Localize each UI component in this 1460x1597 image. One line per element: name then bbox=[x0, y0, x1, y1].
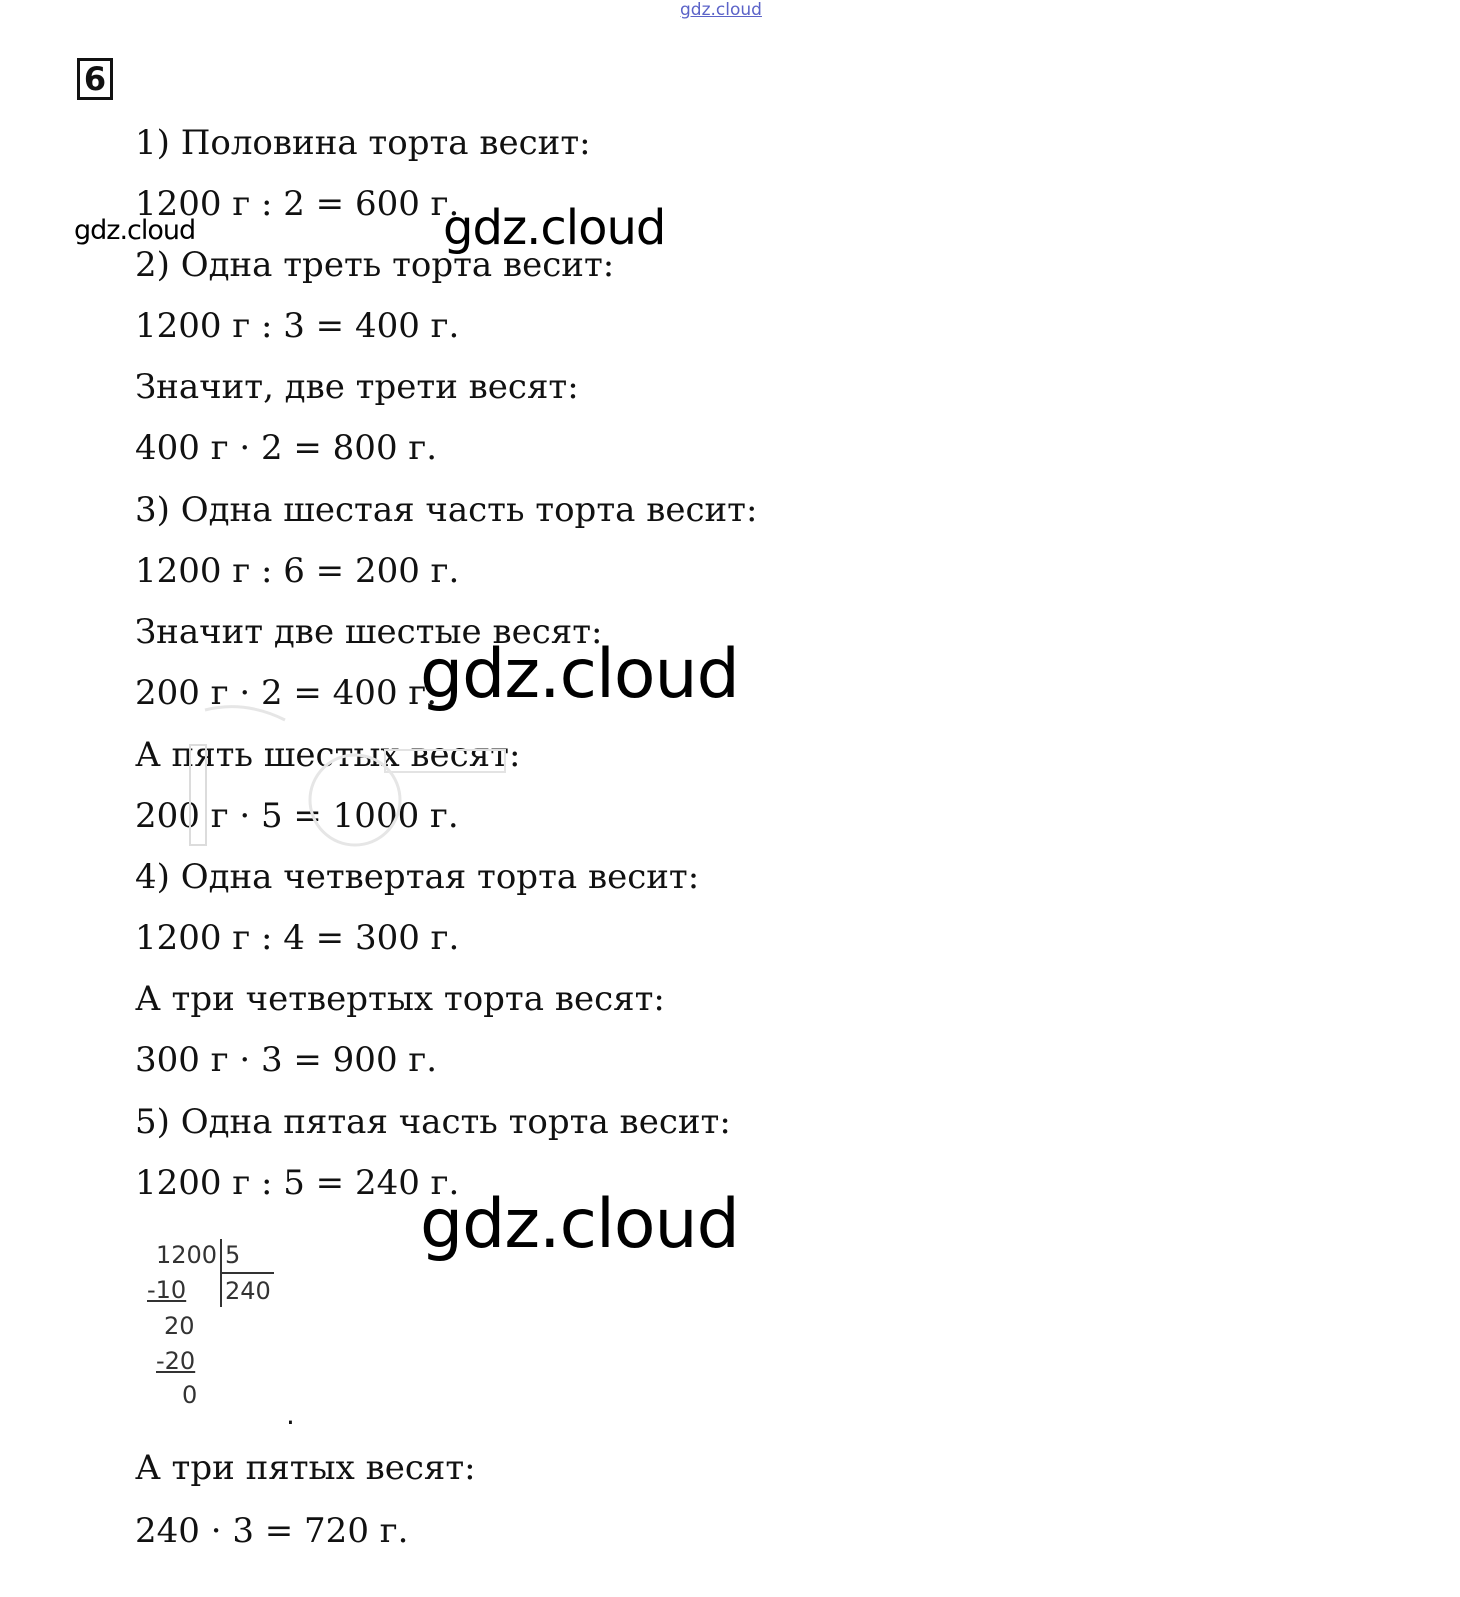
solution-line: 1200 г : 5 = 240 г. bbox=[135, 1163, 460, 1203]
division-step: -10 bbox=[147, 1276, 187, 1304]
solution-line: А три четвертых торта весят: bbox=[135, 979, 665, 1019]
solution-line: 1200 г : 4 = 300 г. bbox=[135, 918, 460, 958]
solution-line: 4) Одна четвертая торта весит: bbox=[135, 857, 700, 897]
solution-line: 1200 г : 3 = 400 г. bbox=[135, 306, 460, 346]
long-division bbox=[140, 1237, 290, 1417]
solution-line: 200 г · 2 = 400 г. bbox=[135, 673, 437, 713]
division-horizontal-line bbox=[222, 1272, 274, 1274]
solution-line: 1200 г : 6 = 200 г. bbox=[135, 551, 460, 591]
solution-line: 240 · 3 = 720 г. bbox=[135, 1511, 409, 1551]
solution-line: 300 г · 3 = 900 г. bbox=[135, 1040, 437, 1080]
division-divisor: 5 bbox=[225, 1241, 241, 1269]
division-remainder: 20 bbox=[164, 1312, 195, 1340]
solution-line: А три пятых весят: bbox=[135, 1448, 476, 1488]
watermark-large: gdz.cloud bbox=[420, 635, 739, 714]
trailing-dot: . bbox=[286, 1398, 295, 1431]
watermark-medium: gdz.cloud bbox=[443, 200, 666, 256]
top-watermark: gdz.cloud bbox=[680, 0, 762, 20]
division-dividend: 1200 bbox=[156, 1241, 218, 1269]
division-remainder: 0 bbox=[182, 1381, 198, 1409]
division-step: -20 bbox=[156, 1347, 196, 1375]
solution-line: 3) Одна шестая часть торта весит: bbox=[135, 490, 758, 530]
solution-line: 1) Половина торта весит: bbox=[135, 123, 591, 163]
solution-line: 200 г · 5 = 1000 г. bbox=[135, 796, 459, 836]
solution-line: 400 г · 2 = 800 г. bbox=[135, 428, 437, 468]
watermark-small: gdz.cloud bbox=[74, 215, 196, 246]
solution-line: 5) Одна пятая часть торта весит: bbox=[135, 1102, 731, 1142]
solution-line: Значит две шестые весят: bbox=[135, 612, 603, 652]
solution-line: 2) Одна треть торта весит: bbox=[135, 245, 615, 285]
solution-line: 1200 г : 2 = 600 г. bbox=[135, 184, 460, 224]
task-number-box: 6 bbox=[77, 58, 113, 100]
watermark-large: gdz.cloud bbox=[420, 1185, 739, 1264]
solution-line: А пять шестых весят: bbox=[135, 735, 521, 775]
division-quotient: 240 bbox=[225, 1277, 271, 1305]
solution-line: Значит, две трети весят: bbox=[135, 367, 579, 407]
